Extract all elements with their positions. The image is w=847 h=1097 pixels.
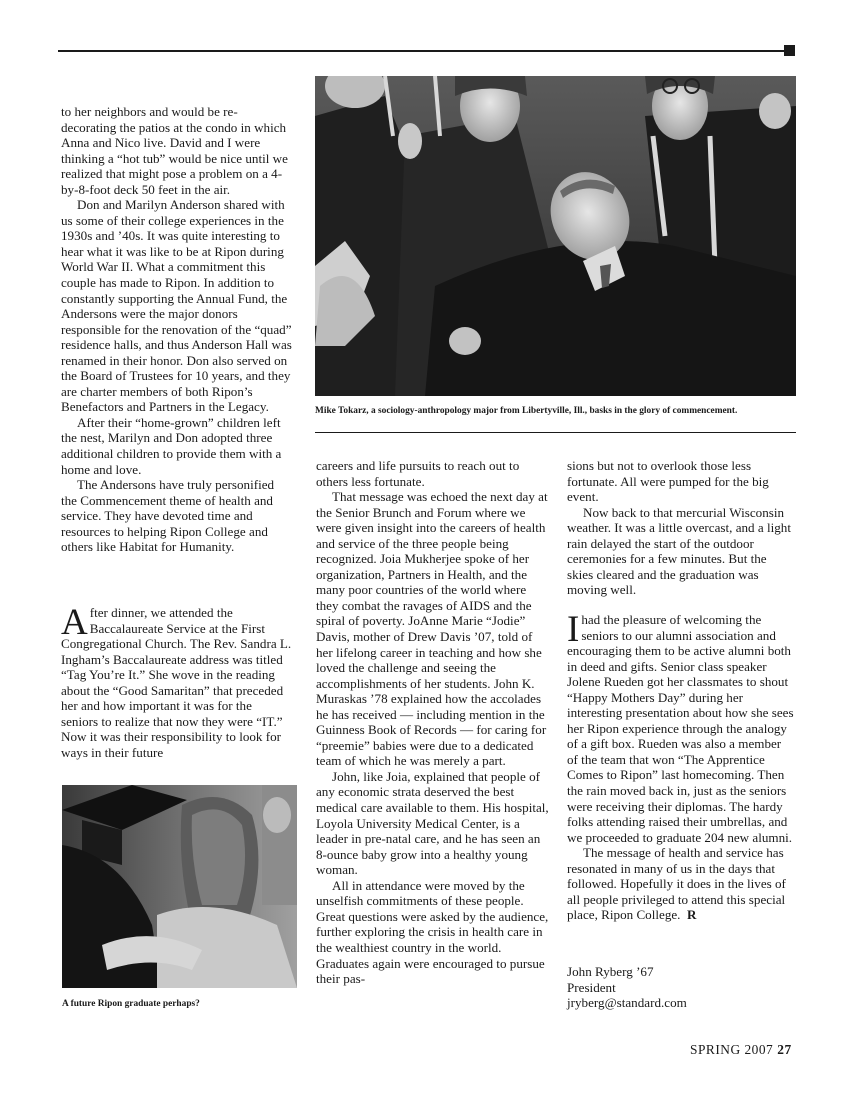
paragraph-text: The message of health and service has resonated in many of us in the days that followed. Hopefully it does in the lives of all people privileged to attend this special place, Ripon College. — [567, 845, 786, 923]
issue-label: SPRING 2007 — [690, 1042, 774, 1057]
paragraph: After their “home-grown” children left the nest, Marilyn and Don adopted three additional children to provide them with a home and love. — [61, 414, 282, 477]
paragraph: to her neighbors and would be re-decorating the patios at the condo in which Anna and Nico live. David and I were thinking a “hot tub” would be nice until we realized that might pose a problem on a 4-by-8-foot deck 50 feet in the air. — [61, 104, 288, 197]
signature-name: John Ryberg ’67 — [567, 964, 654, 979]
paragraph: Now back to that mercurial Wisconsin weather. It was a little overcast, and a light rain delayed the start of the outdoor ceremonies for a few minutes. But the skies cleared and the graduation was moving well. — [567, 504, 791, 598]
paragraph — [567, 845, 795, 923]
drop-cap: I — [567, 609, 580, 650]
paragraph: careers and life pursuits to reach out to others less fortunate. — [316, 458, 520, 489]
paragraph-dropcap — [567, 609, 795, 845]
paragraph: All in attendance were moved by the unselfish commitments of these people. Great questions were asked by the audience, further exploring the crisis in health care in the wealthiest country in the world. Graduates again were encouraged to pursue their pas- — [316, 877, 549, 987]
child-photo — [62, 785, 297, 988]
paragraph: sions but not to overlook those less fortunate. All were pumped for the big event. — [567, 458, 769, 505]
signature-block — [567, 964, 795, 1011]
paragraph: The Andersons have truly personified the Commencement theme of health and service. They have devoted time and resources to helping Ripon College and others like Habitat for Humanity. — [61, 477, 275, 555]
column-3-top — [567, 458, 795, 598]
photo-caption-small: A future Ripon graduate perhaps? — [62, 999, 200, 1009]
header-rule-block — [784, 45, 795, 56]
paragraph-text: had the pleasure of welcoming the seniors to our alumni association and encouraging them to be active alumni both in deed and gifts. Senior class speaker Jolene Rueden got her classmates to shout “Happy Mothers Day” during her interesting presentation about how she sees her Ripon experience through the analogy of a gift box. Rueden was also a member of the team that won “The Apprentice Comes to Ripon” last homecoming. Then the rain moved back in, just as the seniors were receiving their diplomas. The hardy folks attending raised their umbrellas, and we proceeded to graduate 204 new alumni. — [567, 612, 794, 845]
caption-rule — [315, 432, 796, 433]
column-1-bottom — [61, 602, 292, 760]
column-1-top — [61, 104, 292, 555]
column-3-bottom — [567, 609, 795, 923]
end-mark: R — [687, 907, 697, 923]
drop-cap: A — [61, 602, 88, 643]
commencement-photo — [315, 76, 796, 396]
column-2 — [316, 458, 550, 987]
paragraph-text: fter dinner, we attended the Baccalaureate Service at the First Congregational Church. The Rev. Sandra L. Ingham’s Baccalaureate address was titled “Tag You’re It.” She wove in the reading about the “Good Samaritan” that preceded her and how important it was for the seniors to realize that now they were “IT.” Now it was their responsibility to look for ways in their future — [61, 605, 292, 760]
page-number: 27 — [777, 1042, 792, 1057]
paragraph-dropcap — [61, 602, 292, 760]
signature-title: President — [567, 979, 616, 995]
paragraph: That message was echoed the next day at the Senior Brunch and Forum where we were given insight into the careers of health and service of the three people being recognized. Joia Mukherjee spoke of her organization, Partners in Health, and the many poor countries of the world where they combat the ravages of AIDS and the spiral of poverty. JoAnne Marie “Jodie” Davis, mother of Drew Davis ’07, told of her lifelong career in teaching and how she loved the challenge and seeing the accomplishments of her students. John K. Muraskas ’78 explained how the accolades he has received — including mention in the Guinness Book of Records — for caring for “preemie” babies were due to a dedicated team of which he was merely a part. — [316, 489, 548, 769]
photo-caption-main: Mike Tokarz, a sociology-anthropology major from Libertyville, Ill., basks in the glory of commencement. — [315, 406, 738, 416]
paragraph: John, like Joia, explained that people of any economic strata deserved the best medical care available to them. His hospital, Loyola University Medical Center, is a leader in pre-natal care, and he has seen an 8-ounce baby grow into a healthy young woman. — [316, 768, 549, 878]
page-footer — [690, 1042, 792, 1058]
paragraph: Don and Marilyn Anderson shared with us some of their college experiences in the 1930s and ’40s. It was quite interesting to hear what it was like to be at Ripon during World War II. What a commitment this couple has made to Ripon. In addition to constantly supporting the Annual Fund, the Andersons were the major donors responsible for the renovation of the “quad” residence halls, and thus Anderson Hall was renamed in their honor. Don also served on the Board of Trustees for 10 years, and they are charter members of both Ripon’s Benefactors and Partners in the Legacy. — [61, 197, 292, 415]
header-rule — [58, 50, 786, 52]
signature-email: jryberg@standard.com — [567, 995, 687, 1010]
